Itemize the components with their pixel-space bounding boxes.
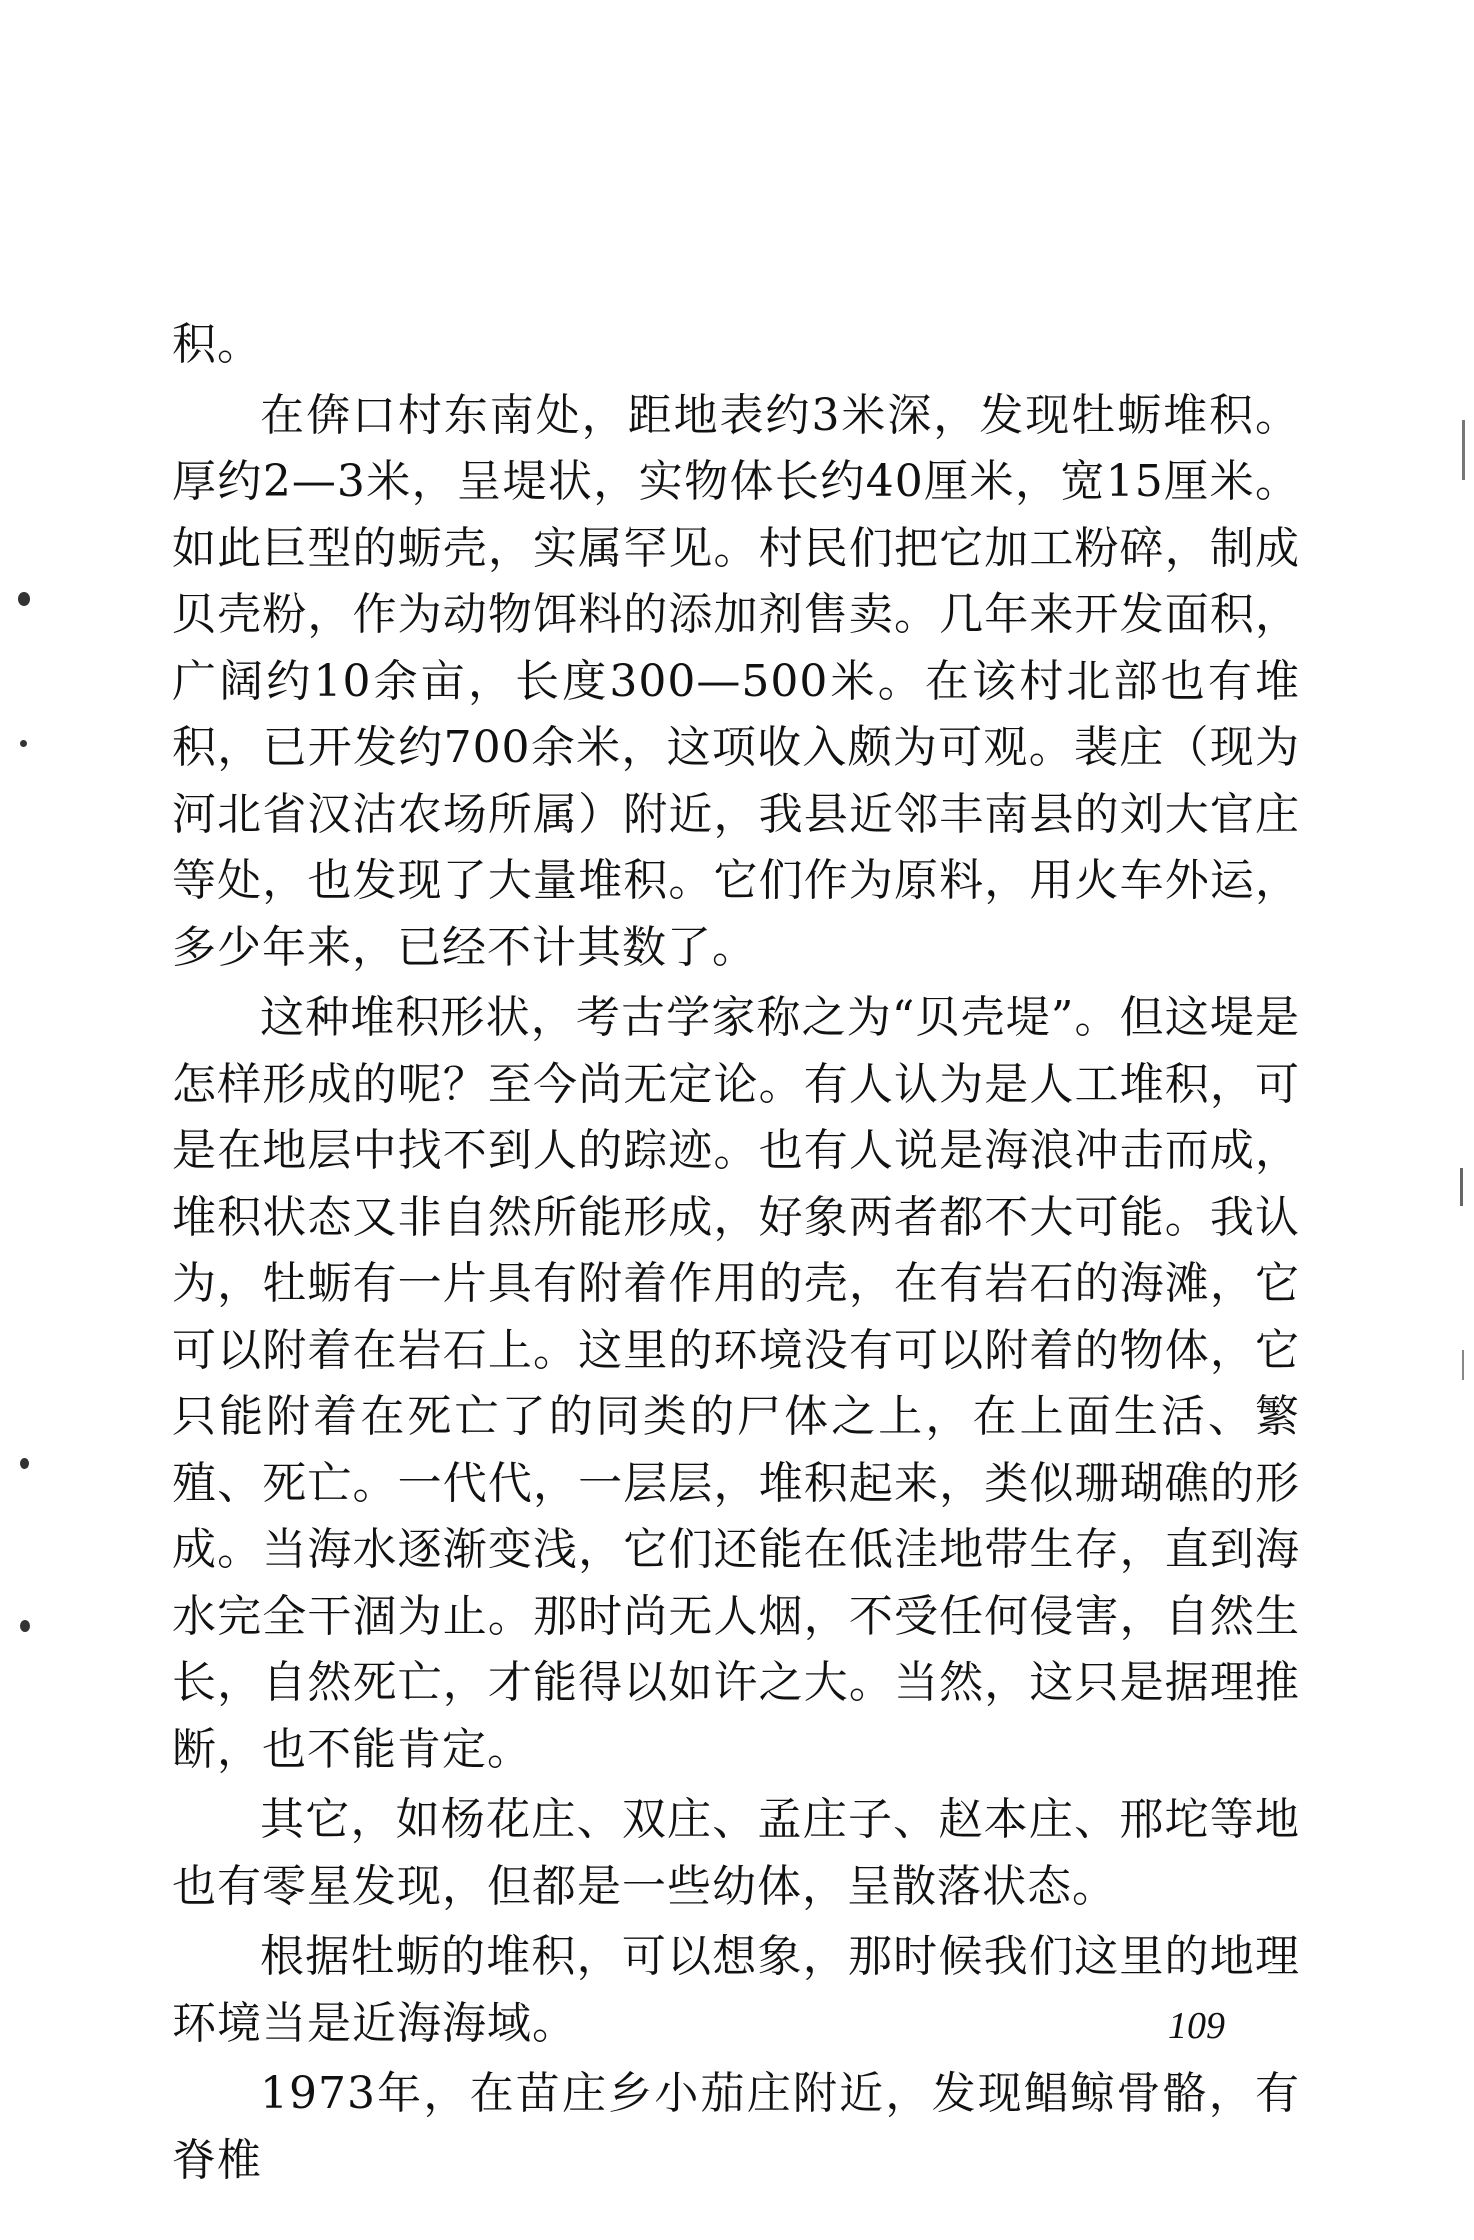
paragraph-2: 在倴口村东南处，距地表约3米深，发现牡蛎堆积。厚约2—3米，呈堤状，实物体长约40厘米，宽15厘米。如此巨型的蛎壳，实属罕见。村民们把它加工粉碎，制成贝壳粉，作为动物饵料的添加剂售卖。几年来开发面积，广阔约10余亩，长度300—500米。在该村北部也有堆积，已开发约700余米，这项收入颇为可观。裴庄（现为河北省汉沽农场所属）附近，我县近邻丰南县的刘大官庄等处，也发现了大量堆积。它们作为原料，用火车外运，多少年来，已经不计其数了。: [172, 389, 1300, 973]
paragraph-6: 1973年，在苗庄乡小茄庄附近，发现鲳鲸骨骼，有脊椎: [172, 2068, 1300, 2186]
paragraph-1: 积。: [172, 319, 262, 370]
scan-speck-4: [20, 1620, 30, 1632]
page-number: 109: [1168, 2005, 1225, 2047]
scan-edge-mark-3: [1462, 1350, 1464, 1380]
scan-edge-mark-1: [1462, 420, 1465, 480]
body-text: [172, 312, 1300, 2198]
scan-edge-mark-2: [1460, 1168, 1463, 1206]
scan-speck-2: [20, 740, 27, 747]
paragraph-3: 这种堆积形状，考古学家称之为“贝壳堤”。但这堤是怎样形成的呢？至今尚无定论。有人认为是人工堆积，可是在地层中找不到人的踪迹。也有人说是海浪冲击而成，堆积状态又非自然所能形成，好象两者都不大可能。我认为，牡蛎有一片具有附着作用的壳，在有岩石的海滩，它可以附着在岩石上。这里的环境没有可以附着的物体，它只能附着在死亡了的同类的尸体之上，在上面生活、繁殖、死亡。一代代，一层层，堆积起来，类似珊瑚礁的形成。当海水逐渐变浅，它们还能在低洼地带生存，直到海水完全干涸为止。那时尚无人烟，不受任何侵害，自然生长，自然死亡，才能得以如许之大。当然，这只是据理推断，也不能肯定。: [172, 992, 1300, 1775]
paragraph-5: 根据牡蛎的堆积，可以想象，那时候我们这里的地理环境当是近海海域。: [172, 1931, 1300, 2049]
paragraph-4: 其它，如杨花庄、双庄、孟庄子、赵本庄、邢坨等地也有零星发现，但都是一些幼体，呈散落状态。: [172, 1794, 1300, 1912]
scan-speck-1: [18, 592, 30, 606]
scan-speck-3: [20, 1458, 29, 1469]
